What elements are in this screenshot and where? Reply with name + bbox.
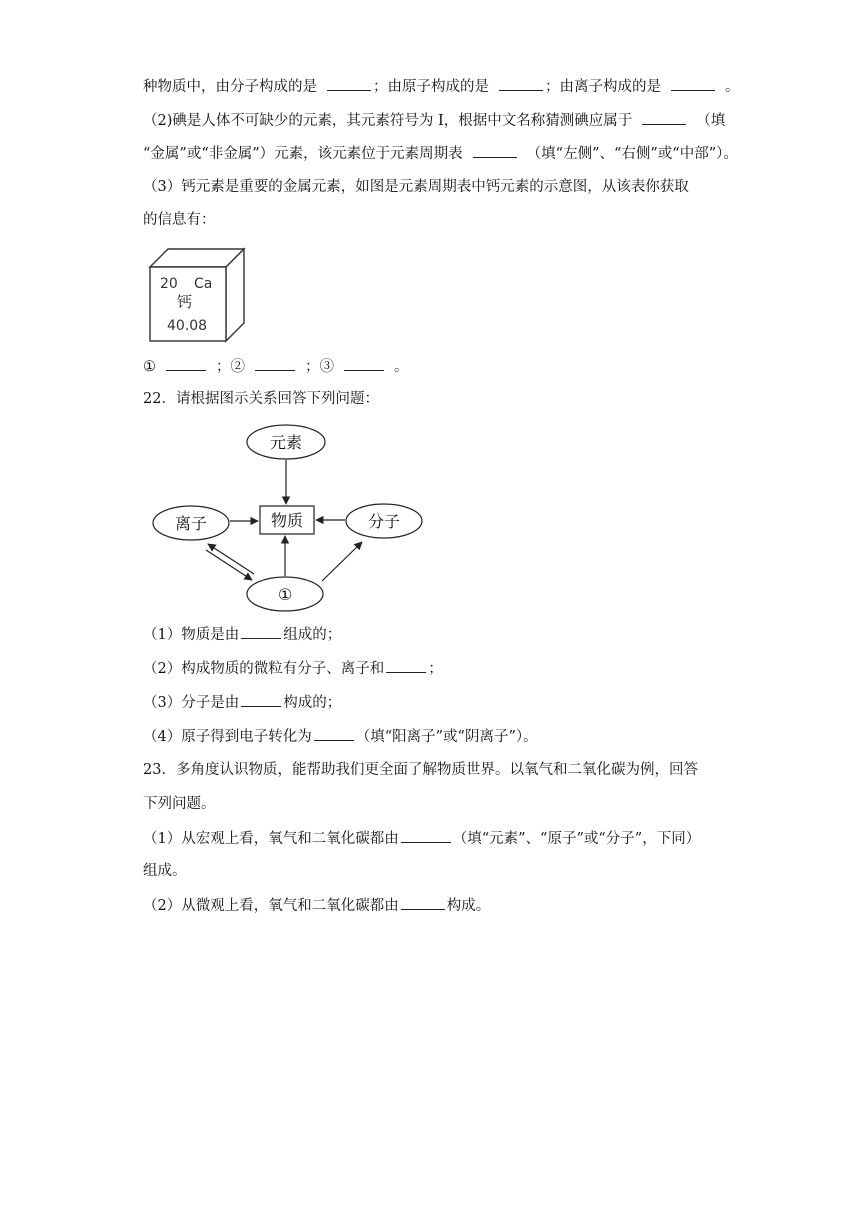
q21-line1-text-d: 。 — [725, 79, 740, 95]
node-matter-label: 物质 — [270, 511, 304, 530]
arrow-atom-to-ion — [208, 544, 254, 574]
q21-line-1 — [143, 76, 740, 97]
q22-sub-4 — [143, 726, 538, 747]
circled-1: ① — [143, 359, 156, 375]
q21-answers-line — [143, 356, 409, 377]
q22-sub4-text-b: （填“阳离子”或“阴离子”）。 — [355, 729, 538, 745]
q21-part2-text-a: （2)碘是人体不可缺少的元素，其元素符号为 I，根据中文名称猜测碘应属于 — [143, 113, 633, 129]
answer-blank-info-2[interactable] — [255, 356, 295, 371]
q23-sub2-text-a: （2）从微观上看，氧气和二氧化碳都由 — [143, 898, 399, 914]
q23-line-1: 23．多角度认识物质，能帮助我们更全面了解物质世界。以氧气和二氧化碳为例，回答 — [143, 762, 698, 778]
q23-sub1-text-a: （1）从宏观上看，氧气和二氧化碳都由 — [143, 831, 399, 847]
q21-line1-text-a: 种物质中，由分子构成的是 — [143, 79, 317, 95]
q22-title: 22．请根据图示关系回答下列问题： — [143, 391, 379, 407]
answer-blank-macro[interactable] — [401, 828, 451, 843]
q23-line-2: 下列问题。 — [143, 796, 216, 812]
q23-sub-1-line-1 — [143, 828, 700, 849]
q21-part2-text-d: （填“左侧”、“右侧”或“中部”）。 — [526, 146, 738, 162]
q21-part2-line-2 — [143, 143, 738, 164]
answers-sep-3: ；③ — [305, 359, 334, 375]
node-atom-label: ① — [277, 585, 293, 604]
answer-blank-micro[interactable] — [401, 895, 445, 910]
element-chinese-name: 钙 — [177, 293, 193, 311]
answer-blank-molecule-composed[interactable] — [241, 692, 281, 707]
q22-sub4-text-a: （4）原子得到电子转化为 — [143, 729, 312, 745]
node-element-label: 元素 — [269, 433, 303, 452]
answers-sep-2: ；② — [216, 359, 245, 375]
element-atomic-mass: 40.08 — [167, 318, 208, 334]
matter-relationship-diagram — [150, 418, 430, 614]
q21-part2-text-b: （填 — [696, 113, 726, 129]
q23-sub2-text-b: 构成。 — [446, 898, 491, 914]
q21-part2-text-c: “金属”或“非金属”）元素，该元素位于元素周期表 — [143, 146, 463, 162]
q21-part3-line-1: （3）钙元素是重要的金属元素，如图是元素周期表中钙元素的示意图，从该表你获取 — [143, 179, 689, 195]
q21-part2-line-1 — [143, 110, 725, 131]
q23-sub1-text-b: （填“元素”、“原子”或“分子”，下同） — [452, 831, 701, 847]
arrow-ion-to-atom — [206, 550, 252, 580]
element-atomic-number: 20 — [160, 276, 178, 292]
q22-sub2-text-a: （2）构成物质的微粒有分子、离子和 — [143, 661, 385, 677]
answer-blank-iodine-position[interactable] — [473, 143, 517, 158]
answer-blank-info-3[interactable] — [344, 356, 384, 371]
answer-blank-particles[interactable] — [386, 658, 426, 673]
q21-line1-text-b: ；由原子构成的是 — [373, 79, 489, 95]
q23-sub-1-line-2: 组成。 — [143, 863, 187, 879]
answer-blank-ion[interactable] — [671, 76, 715, 91]
answer-blank-matter-composed[interactable] — [241, 624, 281, 639]
q23-sub-2 — [143, 895, 490, 916]
calcium-element-card — [144, 243, 248, 343]
arrow-atom-to-molecule — [322, 542, 362, 581]
element-symbol: Ca — [194, 276, 213, 292]
q22-sub3-text-b: 构成的； — [283, 695, 342, 711]
answer-blank-info-1[interactable] — [166, 356, 206, 371]
q22-sub-3 — [143, 692, 341, 713]
q22-sub3-text-a: （3）分子是由 — [143, 695, 240, 711]
answer-blank-molecule[interactable] — [327, 76, 371, 91]
answer-blank-atom[interactable] — [499, 76, 543, 91]
q22-sub1-text-b: 组成的； — [283, 627, 342, 643]
answer-blank-ion-type[interactable] — [314, 726, 354, 741]
q22-sub-2 — [143, 658, 443, 679]
q22-sub-1 — [143, 624, 341, 645]
q22-sub1-text-a: （1）物质是由 — [143, 627, 240, 643]
node-ion-label: 离子 — [174, 514, 208, 533]
q21-part3-line-2: 的信息有： — [143, 212, 216, 228]
q21-line1-text-c: ；由离子构成的是 — [545, 79, 661, 95]
answer-blank-iodine-type[interactable] — [642, 110, 686, 125]
q22-sub2-text-b: ； — [428, 661, 443, 677]
answers-end: 。 — [394, 359, 409, 375]
node-molecule-label: 分子 — [367, 512, 401, 531]
